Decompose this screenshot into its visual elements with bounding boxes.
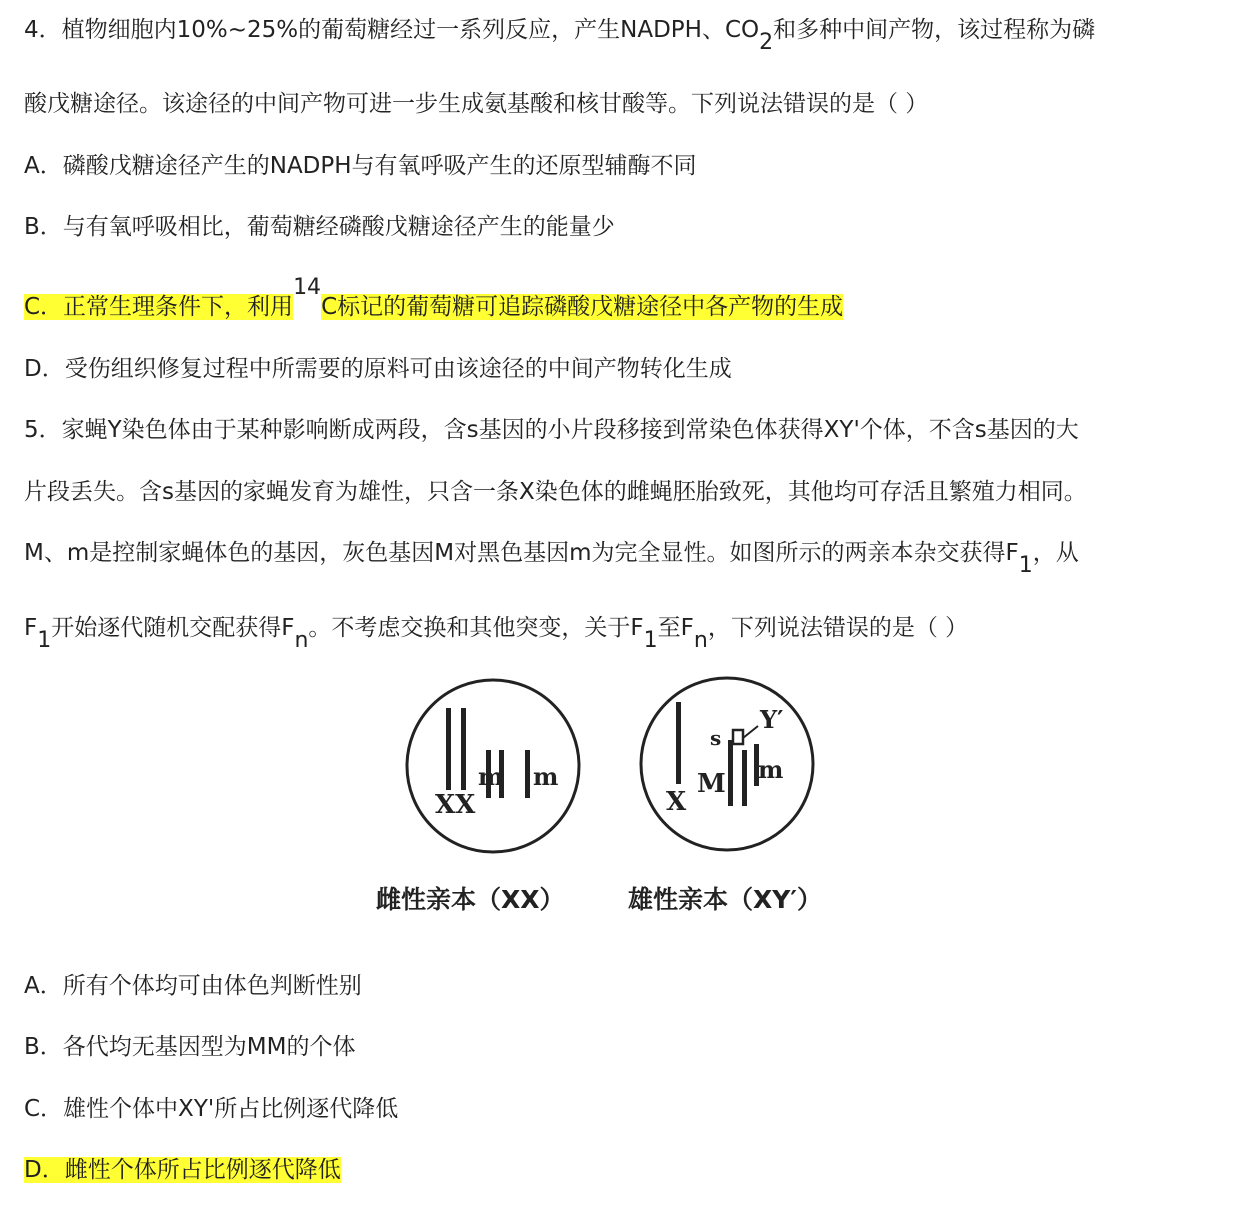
q5-stem-line3 <box>24 538 1079 578</box>
male-cell <box>641 678 813 850</box>
q5-stem-text: 至F <box>657 615 694 641</box>
q4-stem-line1 <box>24 15 1096 55</box>
q5-stem-subscript: n <box>693 628 708 653</box>
q5-option-d <box>24 1155 341 1185</box>
q5-stem-subscript: n <box>294 628 309 653</box>
male-label-big-m: M <box>697 769 726 799</box>
male-autosome-2 <box>742 750 747 806</box>
female-x-chromosome-2 <box>461 708 466 790</box>
q5-stem-subscript: 1 <box>1018 553 1033 578</box>
female-label-xx: XX <box>435 790 476 820</box>
q4-option-c-superscript: 14 <box>293 275 322 300</box>
female-label-m2: m <box>533 762 559 791</box>
q5-stem-line1: 5．家蝇Y染色体由于某种影响断成两段，含s基因的小片段移接到常染色体获得XY'个体，不含s基因的大 <box>24 417 1079 443</box>
q4-option-a: A．磷酸戊糖途径产生的NADPH与有氧呼吸产生的还原型辅酶不同 <box>24 153 697 179</box>
q5-stem-text: 开始逐代随机交配获得F <box>51 615 295 641</box>
q4-stem-subscript: 2 <box>759 30 774 55</box>
q4-stem-text: 和多种中间产物，该过程称为磷 <box>773 17 1096 43</box>
female-label-m1: m <box>478 762 504 791</box>
q5-stem-line4 <box>24 613 969 653</box>
female-x-chromosome-1 <box>446 708 451 790</box>
male-autosome-with-s <box>728 740 733 806</box>
male-label-m: m <box>758 755 784 784</box>
q4-option-d: D．受伤组织修复过程中所需要的原料可由该途径的中间产物转化生成 <box>24 356 732 382</box>
male-s-fragment <box>733 730 743 744</box>
q4-option-b: B．与有氧呼吸相比，葡萄糖经磷酸戊糖途径产生的能量少 <box>24 214 615 240</box>
q4-stem-line2: 酸戊糖途径。该途径的中间产物可进一步生成氨基酸和核甘酸等。下列说法错误的是（ ） <box>24 91 929 117</box>
q4-option-c-text: C标记的葡萄糖可追踪磷酸戊糖途径中各产物的生成 <box>321 294 844 320</box>
q5-option-b: B．各代均无基因型为MM的个体 <box>24 1034 356 1060</box>
chromosome-diagram <box>360 668 880 928</box>
q5-option-a: A．所有个体均可由体色判断性别 <box>24 973 362 999</box>
male-y-pointer-line <box>743 726 758 738</box>
q4-option-c <box>24 275 844 323</box>
male-label-s: s <box>710 726 722 750</box>
q5-stem-text: F <box>24 615 38 641</box>
q5-stem-text: ，下列说法错误的是（ ） <box>707 615 969 641</box>
male-cell-circle <box>641 678 813 850</box>
q5-stem-text: M、m是控制家蝇体色的基因，灰色基因M对黑色基因m为完全显性。如图所示的两亲本杂交获得F <box>24 540 1019 566</box>
q5-option-d-text: D．雌性个体所占比例逐代降低 <box>24 1157 341 1183</box>
q5-stem-text: 。不考虑交换和其他突变，关于F <box>308 615 644 641</box>
female-caption: 雌性亲本（XX） <box>376 885 565 914</box>
q4-stem-text: 4．植物细胞内10%~25%的葡萄糖经过一系列反应，产生NADPH、CO <box>24 17 760 43</box>
male-label-y: Y′ <box>760 705 784 734</box>
q5-stem-subscript: 1 <box>643 628 658 653</box>
q4-option-c-text: C．正常生理条件下，利用 <box>24 294 294 320</box>
male-x-chromosome <box>676 702 681 784</box>
q5-stem-text: ，从 <box>1032 540 1079 566</box>
female-autosome-3 <box>525 750 530 798</box>
q5-stem-line2: 片段丢失。含s基因的家蝇发育为雄性，只含一条X染色体的雌蝇胚胎致死，其他均可存活且繁殖力相同。 <box>24 479 1087 505</box>
q5-option-c: C．雄性个体中XY'所占比例逐代降低 <box>24 1096 399 1122</box>
female-cell <box>407 680 579 852</box>
male-caption: 雄性亲本（XY′） <box>628 885 822 914</box>
q5-stem-subscript: 1 <box>37 628 52 653</box>
male-label-x: X <box>666 787 687 817</box>
